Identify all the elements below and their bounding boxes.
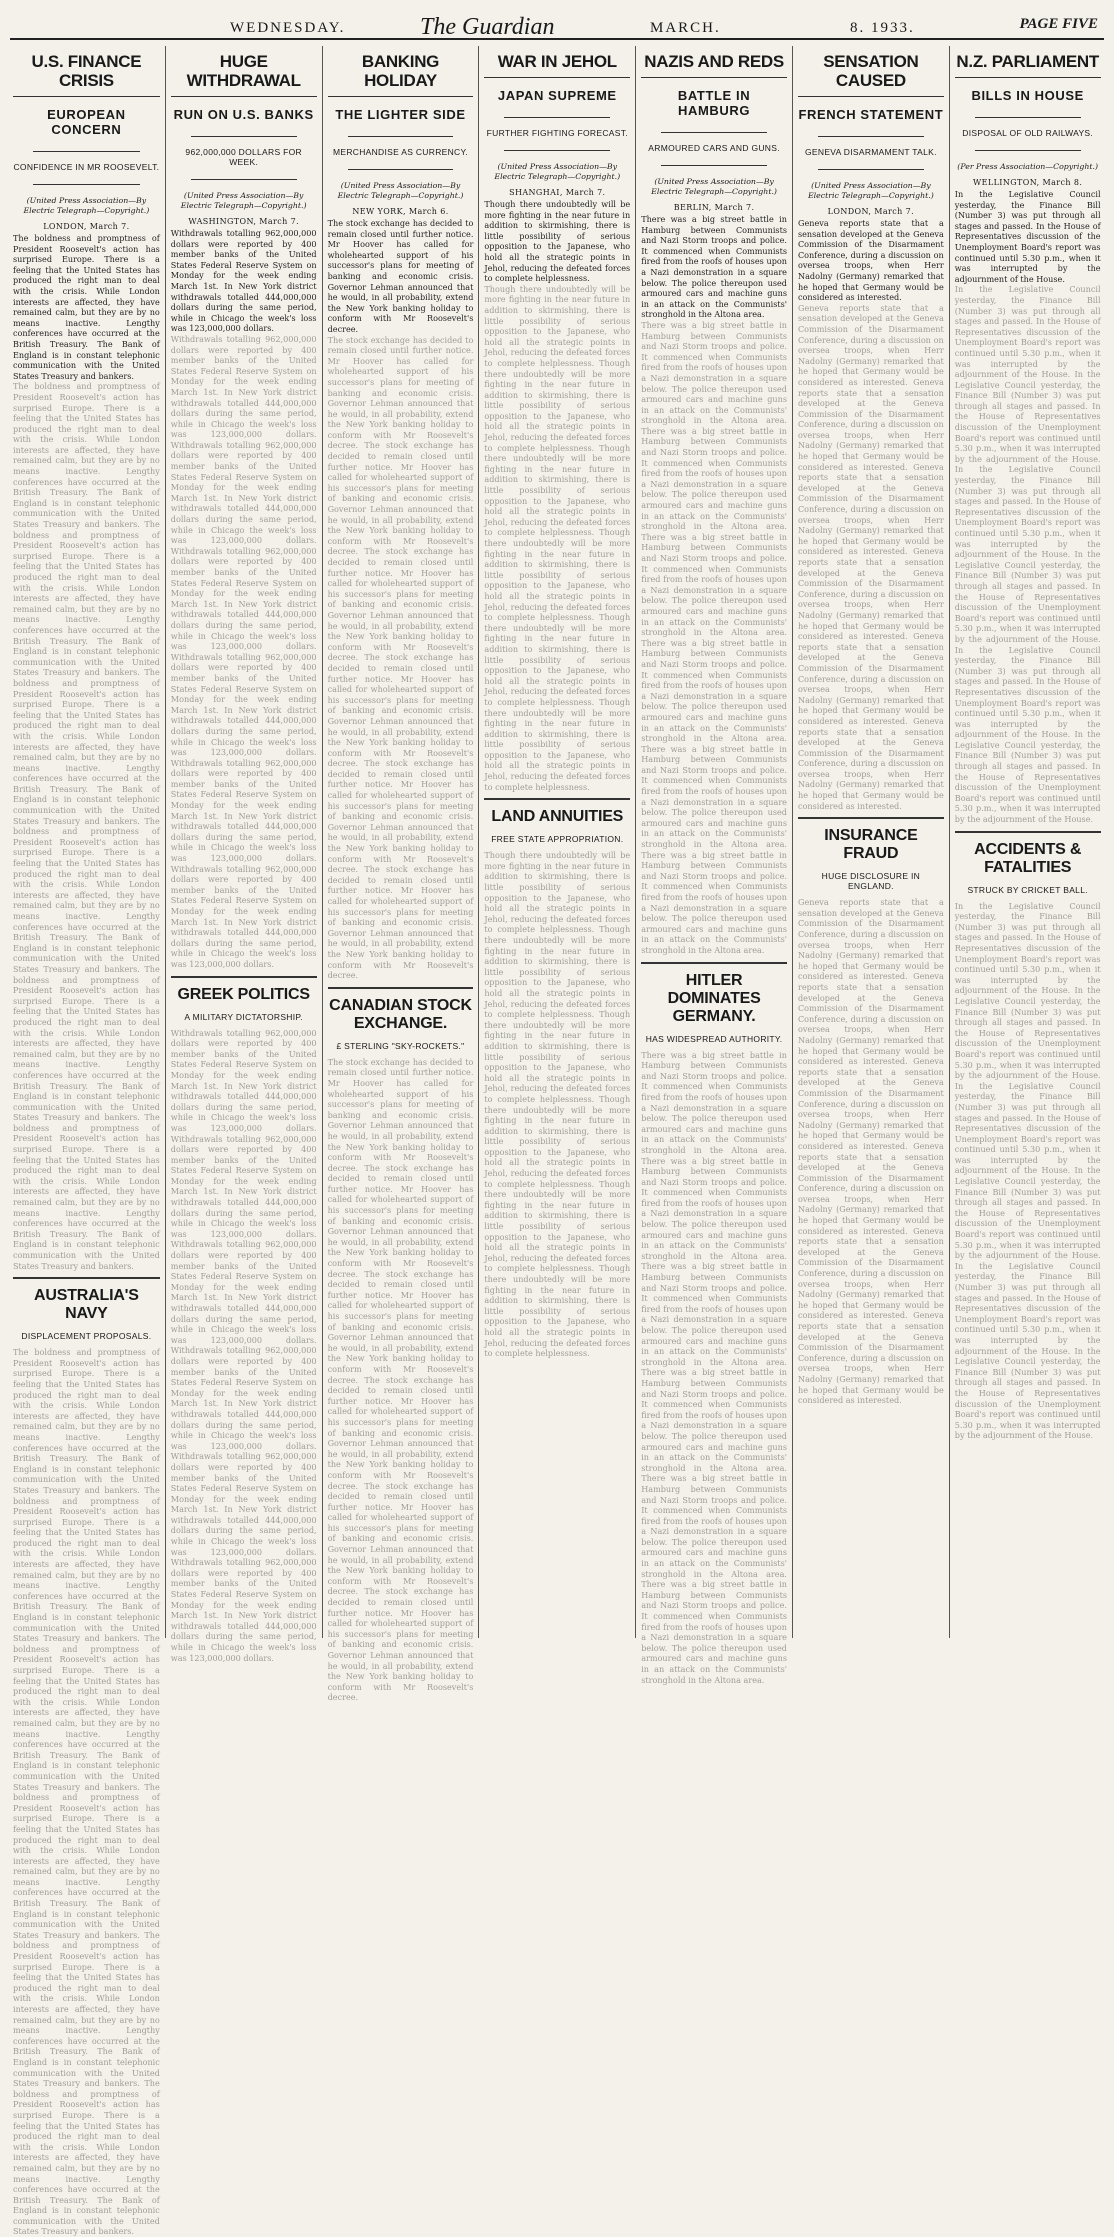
section-subhead: £ STERLING "SKY-ROCKETS." (336, 1040, 465, 1051)
dateline: WELLINGTON, March 8. (973, 178, 1083, 187)
masthead-page: PAGE FIVE (1019, 16, 1098, 32)
column-subhead: EUROPEAN CONCERN (47, 107, 126, 137)
article-body-continued: In the Legislative Council yesterday, the Finance Bill (Number 3) was put through all stages and passed. In the House of Representatives discussion of the Unemployment Board's report was continued until 5.30 p.m., when it was interrupted by the adjournment of the House. In the Legislative Council yesterday, the Finance Bill (Number 3) was put through all stages and passed. In the House of Representatives discussion of the Unemployment Board's report was continued until 5.30 p.m., when it was interrupted by the adjournment of the House. In the Legislative Council yesterday, the Finance Bill (Number 3) was put through all stages and passed. In the House of Representatives discussion of the Unemployment Board's report was continued until 5.30 p.m., when it was interrupted by the adjournment of the House. In the Legislative Council yesterday, the Finance Bill (Number 3) was put through all stages and passed. In the House of Representatives discussion of the Unemployment Board's report was continued until 5.30 p.m., when it was interrupted by the adjournment of the House. In the Legislative Council yesterday, the Finance Bill (Number 3) was put through all stages and passed. In the House of Representatives discussion of the Unemployment Board's report was continued until 5.30 p.m., when it was interrupted by the adjournment of the House. In the Legislative Council yesterday, the Finance Bill (Number 3) was put through all stages and passed. In the House of Representatives discussion of the Unemployment Board's report was continued until 5.30 p.m., when it was interrupted by the adjournment of the House. (954, 900, 1101, 1441)
divider (504, 117, 610, 118)
wire-credit: (United Press Association—By Electric Telegraph—Copyright.) (180, 191, 307, 210)
article-body-continued: There was a big street battle in Hamburg between Communists and Nazi Storm troops and police. It commenced when Communists fired from the roofs of houses upon a Nazi demonstration in a square below. The police thereupon used armoured cars and machine guns in an attack on the Communists' stronghold in the Altona area. There was a big street battle in Hamburg between Communists and Nazi Storm troops and police. It commenced when Communists fired from the roofs of houses upon a Nazi demonstration in a square below. The police thereupon used armoured cars and machine guns in an attack on the Communists' stronghold in the Altona area. There was a big street battle in Hamburg between Communists and Nazi Storm troops and police. It commenced when Communists fired from the roofs of houses upon a Nazi demonstration in a square below. The police thereupon used armoured cars and machine guns in an attack on the Communists' stronghold in the Altona area. There was a big street battle in Hamburg between Communists and Nazi Storm troops and police. It commenced when Communists fired from the roofs of houses upon a Nazi demonstration in a square below. The police thereupon used armoured cars and machine guns in an attack on the Communists' stronghold in the Altona area. There was a big street battle in Hamburg between Communists and Nazi Storm troops and police. It commenced when Communists fired from the roofs of houses upon a Nazi demonstration in a square below. The police thereupon used armoured cars and machine guns in an attack on the Communists' stronghold in the Altona area. There was a big street battle in Hamburg between Communists and Nazi Storm troops and police. It commenced when Communists fired from the roofs of houses upon a Nazi demonstration in a square below. The police thereupon used armoured cars and machine guns in an attack on the Communists' stronghold in the Altona area. (641, 1049, 787, 1685)
article-body: The stock exchange has decided to remain closed until further notice. Mr Hoover has called for wholehearted support of his successor's plans for meeting of banking and economic crisis. Governor Lehman announced that he would, in all probability, extend the New York banking holiday to conform with Mr Roosevelt's decree. (327, 218, 474, 334)
wire-credit: (United Press Association—By Electric Telegraph—Copyright.) (651, 177, 777, 196)
column-headline: U.S. FINANCE CRISIS (13, 46, 160, 97)
section-subhead: STRUCK BY CRICKET BALL. (967, 884, 1088, 895)
masthead (10, 12, 1104, 40)
section-subhead: HAS WIDESPREAD AUTHORITY. (645, 1033, 783, 1044)
column-headline: HUGE WITHDRAWAL (171, 46, 317, 97)
article-body-continued: The stock exchange has decided to remain closed until further notice. Mr Hoover has called for wholehearted support of his successor's plans for meeting of banking and economic crisis. Governor Lehman announced that he would, in all probability, extend the New York banking holiday to conform with Mr Roosevelt's decree. The stock exchange has decided to remain closed until further notice. Mr Hoover has called for wholehearted support of his successor's plans for meeting of banking and economic crisis. Governor Lehman announced that he would, in all probability, extend the New York banking holiday to conform with Mr Roosevelt's decree. The stock exchange has decided to remain closed until further notice. Mr Hoover has called for wholehearted support of his successor's plans for meeting of banking and economic crisis. Governor Lehman announced that he would, in all probability, extend the New York banking holiday to conform with Mr Roosevelt's decree. The stock exchange has decided to remain closed until further notice. Mr Hoover has called for wholehearted support of his successor's plans for meeting of banking and economic crisis. Governor Lehman announced that he would, in all probability, extend the New York banking holiday to conform with Mr Roosevelt's decree. The stock exchange has decided to remain closed until further notice. Mr Hoover has called for wholehearted support of his successor's plans for meeting of banking and economic crisis. Governor Lehman announced that he would, in all probability, extend the New York banking holiday to conform with Mr Roosevelt's decree. The stock exchange has decided to remain closed until further notice. Mr Hoover has called for wholehearted support of his successor's plans for meeting of banking and economic crisis. Governor Lehman announced that he would, in all probability, extend the New York banking holiday to conform with Mr Roosevelt's decree. (327, 334, 474, 981)
divider (818, 136, 924, 137)
article-body: There was a big street battle in Hamburg between Communists and Nazi Storm troops and police. It commenced when Communists fired from the roofs of houses upon a Nazi demonstration in a square below. The police thereupon used armoured cars and machine guns in an attack on the Communists' stronghold in the Altona area. (641, 214, 787, 320)
dateline: LONDON, March 7. (43, 222, 130, 231)
divider (504, 150, 610, 151)
column-subhead: BATTLE IN HAMBURG (677, 88, 751, 118)
dateline: BERLIN, March 7. (673, 203, 755, 212)
column-subhead: THE LIGHTER SIDE (335, 107, 466, 122)
wire-credit: (United Press Association—By Electric Telegraph—Copyright.) (337, 181, 464, 200)
section-headline: CANADIAN STOCK EXCHANGE. (328, 987, 474, 1037)
article-body-continued: There was a big street battle in Hamburg between Communists and Nazi Storm troops and police. It commenced when Communists fired from the roofs of houses upon a Nazi demonstration in a square below. The police thereupon used armoured cars and machine guns in an attack on the Communists' stronghold in the Altona area. There was a big street battle in Hamburg between Communists and Nazi Storm troops and police. It commenced when Communists fired from the roofs of houses upon a Nazi demonstration in a square below. The police thereupon used armoured cars and machine guns in an attack on the Communists' stronghold in the Altona area. There was a big street battle in Hamburg between Communists and Nazi Storm troops and police. It commenced when Communists fired from the roofs of houses upon a Nazi demonstration in a square below. The police thereupon used armoured cars and machine guns in an attack on the Communists' stronghold in the Altona area. There was a big street battle in Hamburg between Communists and Nazi Storm troops and police. It commenced when Communists fired from the roofs of houses upon a Nazi demonstration in a square below. The police thereupon used armoured cars and machine guns in an attack on the Communists' stronghold in the Altona area. There was a big street battle in Hamburg between Communists and Nazi Storm troops and police. It commenced when Communists fired from the roofs of houses upon a Nazi demonstration in a square below. The police thereupon used armoured cars and machine guns in an attack on the Communists' stronghold in the Altona area. There was a big street battle in Hamburg between Communists and Nazi Storm troops and police. It commenced when Communists fired from the roofs of houses upon a Nazi demonstration in a square below. The police thereupon used armoured cars and machine guns in an attack on the Communists' stronghold in the Altona area. (641, 319, 787, 955)
news-column (478, 46, 635, 1638)
masthead-month: MARCH. (650, 20, 721, 36)
dateline: WASHINGTON, March 7. (188, 217, 300, 226)
article-body-continued: The boldness and promptness of President Roosevelt's action has surprised Europe. There is a feeling that the United States has produced the right man to deal with the crisis. While London interests are affected, they have remained calm, but they are by no means inactive. Lengthy conferences have occurred at the British Treasury. The Bank of England is in constant telephonic communication with the United States Treasury and bankers. The boldness and promptness of President Roosevelt's action has surprised Europe. There is a feeling that the United States has produced the right man to deal with the crisis. While London interests are affected, they have remained calm, but they are by no means inactive. Lengthy conferences have occurred at the British Treasury. The Bank of England is in constant telephonic communication with the United States Treasury and bankers. The boldness and promptness of President Roosevelt's action has surprised Europe. There is a feeling that the United States has produced the right man to deal with the crisis. While London interests are affected, they have remained calm, but they are by no means inactive. Lengthy conferences have occurred at the British Treasury. The Bank of England is in constant telephonic communication with the United States Treasury and bankers. The boldness and promptness of President Roosevelt's action has surprised Europe. There is a feeling that the United States has produced the right man to deal with the crisis. While London interests are affected, they have remained calm, but they are by no means inactive. Lengthy conferences have occurred at the British Treasury. The Bank of England is in constant telephonic communication with the United States Treasury and bankers. The boldness and promptness of President Roosevelt's action has surprised Europe. There is a feeling that the United States has produced the right man to deal with the crisis. While London interests are affected, they have remained calm, but they are by no means inactive. Lengthy conferences have occurred at the British Treasury. The Bank of England is in constant telephonic communication with the United States Treasury and bankers. The boldness and promptness of President Roosevelt's action has surprised Europe. There is a feeling that the United States has produced the right man to deal with the crisis. While London interests are affected, they have remained calm, but they are by no means inactive. Lengthy conferences have occurred at the British Treasury. The Bank of England is in constant telephonic communication with the United States Treasury and bankers. (13, 1347, 160, 2237)
news-column (949, 46, 1106, 1638)
column-subhead: JAPAN SUPREME (497, 88, 617, 103)
news-column (322, 46, 479, 1703)
article-body-continued: The stock exchange has decided to remain closed until further notice. Mr Hoover has called for wholehearted support of his successor's plans for meeting of banking and economic crisis. Governor Lehman announced that he would, in all probability, extend the New York banking holiday to conform with Mr Roosevelt's decree. The stock exchange has decided to remain closed until further notice. Mr Hoover has called for wholehearted support of his successor's plans for meeting of banking and economic crisis. Governor Lehman announced that he would, in all probability, extend the New York banking holiday to conform with Mr Roosevelt's decree. The stock exchange has decided to remain closed until further notice. Mr Hoover has called for wholehearted support of his successor's plans for meeting of banking and economic crisis. Governor Lehman announced that he would, in all probability, extend the New York banking holiday to conform with Mr Roosevelt's decree. The stock exchange has decided to remain closed until further notice. Mr Hoover has called for wholehearted support of his successor's plans for meeting of banking and economic crisis. Governor Lehman announced that he would, in all probability, extend the New York banking holiday to conform with Mr Roosevelt's decree. The stock exchange has decided to remain closed until further notice. Mr Hoover has called for wholehearted support of his successor's plans for meeting of banking and economic crisis. Governor Lehman announced that he would, in all probability, extend the New York banking holiday to conform with Mr Roosevelt's decree. The stock exchange has decided to remain closed until further notice. Mr Hoover has called for wholehearted support of his successor's plans for meeting of banking and economic crisis. Governor Lehman announced that he would, in all probability, extend the New York banking holiday to conform with Mr Roosevelt's decree. (327, 1056, 474, 1703)
column-subhead-2: FURTHER FIGHTING FORECAST. (486, 128, 628, 138)
column-subhead: FRENCH STATEMENT (798, 107, 944, 122)
article-body: The boldness and promptness of President Roosevelt's action has surprised Europe. There is a feeling that the United States has produced the right man to deal with the crisis. While London interests are affected, they have remained calm, but they are by no means inactive. Lengthy conferences have occurred at the British Treasury. The Bank of England is in constant telephonic communication with the United States Treasury and bankers. (13, 233, 160, 381)
section-subhead: HUGE DISCLOSURE IN ENGLAND. (821, 871, 921, 892)
column-subhead-2: GENEVA DISARMAMENT TALK. (805, 147, 937, 157)
article-body: Though there undoubtedly will be more fighting in the near future in addition to skirmishing, there is little possibility of serious opposition to the Japanese, who hold all the strategic points in Jehol, reducing the defeated forces to complete helplessness. (484, 199, 631, 284)
column-subhead-2: ARMOURED CARS AND GUNS. (648, 143, 780, 153)
divider (348, 169, 454, 170)
column-subhead-2: 962,000,000 DOLLARS FOR WEEK. (185, 147, 302, 167)
wire-credit: (United Press Association—By Electric Telegraph—Copyright.) (807, 181, 934, 200)
section-subhead: A MILITARY DICTATORSHIP. (184, 1011, 303, 1022)
column-headline: BANKING HOLIDAY (328, 46, 474, 97)
column-subhead-2: DISPOSAL OF OLD RAILWAYS. (962, 128, 1094, 138)
divider (33, 151, 140, 152)
article-body: In the Legislative Council yesterday, the Finance Bill (Number 3) was put through all stages and passed. In the House of Representatives discussion of the Unemployment Board's report was continued until 5.30 p.m., when it was interrupted by the adjournment of the House. (954, 189, 1101, 284)
section-headline: AUSTRALIA'S NAVY (13, 1277, 160, 1327)
wire-credit: (Per Press Association—Copyright.) (957, 162, 1099, 171)
section-subhead: DISPLACEMENT PROPOSALS. (21, 1331, 152, 1342)
article-body-continued: Though there undoubtedly will be more fighting in the near future in addition to skirmishing, there is little possibility of serious opposition to the Japanese, who hold all the strategic points in Jehol, reducing the defeated forces to complete helplessness. Though there undoubtedly will be more fighting in the near future in addition to skirmishing, there is little possibility of serious opposition to the Japanese, who hold all the strategic points in Jehol, reducing the defeated forces to complete helplessness. Though there undoubtedly will be more fighting in the near future in addition to skirmishing, there is little possibility of serious opposition to the Japanese, who hold all the strategic points in Jehol, reducing the defeated forces to complete helplessness. Though there undoubtedly will be more fighting in the near future in addition to skirmishing, there is little possibility of serious opposition to the Japanese, who hold all the strategic points in Jehol, reducing the defeated forces to complete helplessness. Though there undoubtedly will be more fighting in the near future in addition to skirmishing, there is little possibility of serious opposition to the Japanese, who hold all the strategic points in Jehol, reducing the defeated forces to complete helplessness. Though there undoubtedly will be more fighting in the near future in addition to skirmishing, there is little possibility of serious opposition to the Japanese, who hold all the strategic points in Jehol, reducing the defeated forces to complete helplessness. (484, 283, 631, 792)
column-subhead: RUN ON U.S. BANKS (173, 107, 314, 122)
article-body-continued: The boldness and promptness of President Roosevelt's action has surprised Europe. There is a feeling that the United States has produced the right man to deal with the crisis. While London interests are affected, they have remained calm, but they are by no means inactive. Lengthy conferences have occurred at the British Treasury. The Bank of England is in constant telephonic communication with the United States Treasury and bankers. The boldness and promptness of President Roosevelt's action has surprised Europe. There is a feeling that the United States has produced the right man to deal with the crisis. While London interests are affected, they have remained calm, but they are by no means inactive. Lengthy conferences have occurred at the British Treasury. The Bank of England is in constant telephonic communication with the United States Treasury and bankers. The boldness and promptness of President Roosevelt's action has surprised Europe. There is a feeling that the United States has produced the right man to deal with the crisis. While London interests are affected, they have remained calm, but they are by no means inactive. Lengthy conferences have occurred at the British Treasury. The Bank of England is in constant telephonic communication with the United States Treasury and bankers. The boldness and promptness of President Roosevelt's action has surprised Europe. There is a feeling that the United States has produced the right man to deal with the crisis. While London interests are affected, they have remained calm, but they are by no means inactive. Lengthy conferences have occurred at the British Treasury. The Bank of England is in constant telephonic communication with the United States Treasury and bankers. The boldness and promptness of President Roosevelt's action has surprised Europe. There is a feeling that the United States has produced the right man to deal with the crisis. While London interests are affected, they have remained calm, but they are by no means inactive. Lengthy conferences have occurred at the British Treasury. The Bank of England is in constant telephonic communication with the United States Treasury and bankers. The boldness and promptness of President Roosevelt's action has surprised Europe. There is a feeling that the United States has produced the right man to deal with the crisis. While London interests are affected, they have remained calm, but they are by no means inactive. Lengthy conferences have occurred at the British Treasury. The Bank of England is in constant telephonic communication with the United States Treasury and bankers. (13, 381, 160, 1271)
article-body: Withdrawals totalling 962,000,000 dollars were reported by 400 member banks of the United States Federal Reserve System on Monday for the week ending March 1st. In New York district withdrawals totalled 444,000,000 dollars during the same period, while in Chicago the week's loss was 123,000,000 dollars. (170, 228, 317, 334)
article-body: Geneva reports state that a sensation developed at the Geneva Commission of the Disarmament Conference, during a discussion on oversea troops, when Herr Nadolny (Germany) remarked that he hoped that Germany would be considered as interested. (797, 218, 944, 303)
dateline: SHANGHAI, March 7. (509, 188, 606, 197)
wire-credit: (United Press Association—By Electric Telegraph—Copyright.) (494, 162, 621, 181)
divider (975, 117, 1081, 118)
divider (818, 169, 924, 170)
news-column (792, 46, 949, 1638)
article-body-continued: Geneva reports state that a sensation developed at the Geneva Commission of the Disarmament Conference, during a discussion on oversea troops, when Herr Nadolny (Germany) remarked that he hoped that Germany would be considered as interested. Geneva reports state that a sensation developed at the Geneva Commission of the Disarmament Conference, during a discussion on oversea troops, when Herr Nadolny (Germany) remarked that he hoped that Germany would be considered as interested. Geneva reports state that a sensation developed at the Geneva Commission of the Disarmament Conference, during a discussion on oversea troops, when Herr Nadolny (Germany) remarked that he hoped that Germany would be considered as interested. Geneva reports state that a sensation developed at the Geneva Commission of the Disarmament Conference, during a discussion on oversea troops, when Herr Nadolny (Germany) remarked that he hoped that Germany would be considered as interested. Geneva reports state that a sensation developed at the Geneva Commission of the Disarmament Conference, during a discussion on oversea troops, when Herr Nadolny (Germany) remarked that he hoped that Germany would be considered as interested. Geneva reports state that a sensation developed at the Geneva Commission of the Disarmament Conference, during a discussion on oversea troops, when Herr Nadolny (Germany) remarked that he hoped that Germany would be considered as interested. (797, 897, 944, 1406)
section-headline: ACCIDENTS & FATALITIES (955, 831, 1101, 881)
masthead-date: 8. 1933. (850, 20, 915, 36)
news-column (635, 46, 792, 1685)
column-headline: NAZIS AND REDS (641, 46, 787, 78)
news-column (8, 46, 165, 2237)
divider (348, 136, 454, 137)
divider (661, 132, 767, 133)
section-headline: LAND ANNUITIES (484, 798, 630, 830)
article-body-continued: Withdrawals totalling 962,000,000 dollars were reported by 400 member banks of the United States Federal Reserve System on Monday for the week ending March 1st. In New York district withdrawals totalled 444,000,000 dollars during the same period, while in Chicago the week's loss was 123,000,000 dollars. Withdrawals totalling 962,000,000 dollars were reported by 400 member banks of the United States Federal Reserve System on Monday for the week ending March 1st. In New York district withdrawals totalled 444,000,000 dollars during the same period, while in Chicago the week's loss was 123,000,000 dollars. Withdrawals totalling 962,000,000 dollars were reported by 400 member banks of the United States Federal Reserve System on Monday for the week ending March 1st. In New York district withdrawals totalled 444,000,000 dollars during the same period, while in Chicago the week's loss was 123,000,000 dollars. Withdrawals totalling 962,000,000 dollars were reported by 400 member banks of the United States Federal Reserve System on Monday for the week ending March 1st. In New York district withdrawals totalled 444,000,000 dollars during the same period, while in Chicago the week's loss was 123,000,000 dollars. Withdrawals totalling 962,000,000 dollars were reported by 400 member banks of the United States Federal Reserve System on Monday for the week ending March 1st. In New York district withdrawals totalled 444,000,000 dollars during the same period, while in Chicago the week's loss was 123,000,000 dollars. Withdrawals totalling 962,000,000 dollars were reported by 400 member banks of the United States Federal Reserve System on Monday for the week ending March 1st. In New York district withdrawals totalled 444,000,000 dollars during the same period, while in Chicago the week's loss was 123,000,000 dollars. (170, 333, 317, 969)
column-subhead-2: MERCHANDISE AS CURRENCY. (332, 147, 469, 157)
dateline: LONDON, March 7. (827, 207, 915, 216)
article-body-continued: Geneva reports state that a sensation developed at the Geneva Commission of the Disarmament Conference, during a discussion on oversea troops, when Herr Nadolny (Germany) remarked that he hoped that Germany would be considered as interested. Geneva reports state that a sensation developed at the Geneva Commission of the Disarmament Conference, during a discussion on oversea troops, when Herr Nadolny (Germany) remarked that he hoped that Germany would be considered as interested. Geneva reports state that a sensation developed at the Geneva Commission of the Disarmament Conference, during a discussion on oversea troops, when Herr Nadolny (Germany) remarked that he hoped that Germany would be considered as interested. Geneva reports state that a sensation developed at the Geneva Commission of the Disarmament Conference, during a discussion on oversea troops, when Herr Nadolny (Germany) remarked that he hoped that Germany would be considered as interested. Geneva reports state that a sensation developed at the Geneva Commission of the Disarmament Conference, during a discussion on oversea troops, when Herr Nadolny (Germany) remarked that he hoped that Germany would be considered as interested. Geneva reports state that a sensation developed at the Geneva Commission of the Disarmament Conference, during a discussion on oversea troops, when Herr Nadolny (Germany) remarked that he hoped that Germany would be considered as interested. (797, 302, 944, 811)
wire-credit: (United Press Association—By Electric Telegraph—Copyright.) (23, 196, 150, 215)
article-body-continued: Though there undoubtedly will be more fighting in the near future in addition to skirmishing, there is little possibility of serious opposition to the Japanese, who hold all the strategic points in Jehol, reducing the defeated forces to complete helplessness. Though there undoubtedly will be more fighting in the near future in addition to skirmishing, there is little possibility of serious opposition to the Japanese, who hold all the strategic points in Jehol, reducing the defeated forces to complete helplessness. Though there undoubtedly will be more fighting in the near future in addition to skirmishing, there is little possibility of serious opposition to the Japanese, who hold all the strategic points in Jehol, reducing the defeated forces to complete helplessness. Though there undoubtedly will be more fighting in the near future in addition to skirmishing, there is little possibility of serious opposition to the Japanese, who hold all the strategic points in Jehol, reducing the defeated forces to complete helplessness. Though there undoubtedly will be more fighting in the near future in addition to skirmishing, there is little possibility of serious opposition to the Japanese, who hold all the strategic points in Jehol, reducing the defeated forces to complete helplessness. Though there undoubtedly will be more fighting in the near future in addition to skirmishing, there is little possibility of serious opposition to the Japanese, who hold all the strategic points in Jehol, reducing the defeated forces to complete helplessness. (484, 850, 631, 1359)
masthead-title: The Guardian (420, 14, 555, 40)
column-subhead: BILLS IN HOUSE (971, 88, 1084, 103)
section-headline: HITLER DOMINATES GERMANY. (641, 962, 787, 1030)
divider (191, 179, 297, 180)
column-headline: WAR IN JEHOL (484, 46, 630, 78)
column-headline: N.Z. PARLIAMENT (955, 46, 1101, 78)
section-headline: INSURANCE FRAUD (798, 817, 944, 867)
section-headline: GREEK POLITICS (171, 976, 317, 1008)
divider (33, 184, 140, 185)
column-subhead-2: CONFIDENCE IN MR ROOSEVELT. (13, 162, 160, 172)
article-body-continued: In the Legislative Council yesterday, the Finance Bill (Number 3) was put through all stages and passed. In the House of Representatives discussion of the Unemployment Board's report was continued until 5.30 p.m., when it was interrupted by the adjournment of the House. In the Legislative Council yesterday, the Finance Bill (Number 3) was put through all stages and passed. In the House of Representatives discussion of the Unemployment Board's report was continued until 5.30 p.m., when it was interrupted by the adjournment of the House. In the Legislative Council yesterday, the Finance Bill (Number 3) was put through all stages and passed. In the House of Representatives discussion of the Unemployment Board's report was continued until 5.30 p.m., when it was interrupted by the adjournment of the House. In the Legislative Council yesterday, the Finance Bill (Number 3) was put through all stages and passed. In the House of Representatives discussion of the Unemployment Board's report was continued until 5.30 p.m., when it was interrupted by the adjournment of the House. In the Legislative Council yesterday, the Finance Bill (Number 3) was put through all stages and passed. In the House of Representatives discussion of the Unemployment Board's report was continued until 5.30 p.m., when it was interrupted by the adjournment of the House. In the Legislative Council yesterday, the Finance Bill (Number 3) was put through all stages and passed. In the House of Representatives discussion of the Unemployment Board's report was continued until 5.30 p.m., when it was interrupted by the adjournment of the House. (954, 284, 1101, 825)
divider (975, 150, 1081, 151)
news-column (165, 46, 322, 1663)
dateline: NEW YORK, March 6. (352, 207, 449, 216)
article-body-continued: Withdrawals totalling 962,000,000 dollars were reported by 400 member banks of the United States Federal Reserve System on Monday for the week ending March 1st. In New York district withdrawals totalled 444,000,000 dollars during the same period, while in Chicago the week's loss was 123,000,000 dollars. Withdrawals totalling 962,000,000 dollars were reported by 400 member banks of the United States Federal Reserve System on Monday for the week ending March 1st. In New York district withdrawals totalled 444,000,000 dollars during the same period, while in Chicago the week's loss was 123,000,000 dollars. Withdrawals totalling 962,000,000 dollars were reported by 400 member banks of the United States Federal Reserve System on Monday for the week ending March 1st. In New York district withdrawals totalled 444,000,000 dollars during the same period, while in Chicago the week's loss was 123,000,000 dollars. Withdrawals totalling 962,000,000 dollars were reported by 400 member banks of the United States Federal Reserve System on Monday for the week ending March 1st. In New York district withdrawals totalled 444,000,000 dollars during the same period, while in Chicago the week's loss was 123,000,000 dollars. Withdrawals totalling 962,000,000 dollars were reported by 400 member banks of the United States Federal Reserve System on Monday for the week ending March 1st. In New York district withdrawals totalled 444,000,000 dollars during the same period, while in Chicago the week's loss was 123,000,000 dollars. Withdrawals totalling 962,000,000 dollars were reported by 400 member banks of the United States Federal Reserve System on Monday for the week ending March 1st. In New York district withdrawals totalled 444,000,000 dollars during the same period, while in Chicago the week's loss was 123,000,000 dollars. (170, 1027, 317, 1663)
divider (661, 165, 767, 166)
masthead-day: WEDNESDAY. (230, 20, 346, 36)
news-columns (8, 46, 1106, 2237)
column-headline: SENSATION CAUSED (798, 46, 944, 97)
divider (191, 136, 297, 137)
section-subhead: FREE STATE APPROPRIATION. (491, 834, 624, 845)
